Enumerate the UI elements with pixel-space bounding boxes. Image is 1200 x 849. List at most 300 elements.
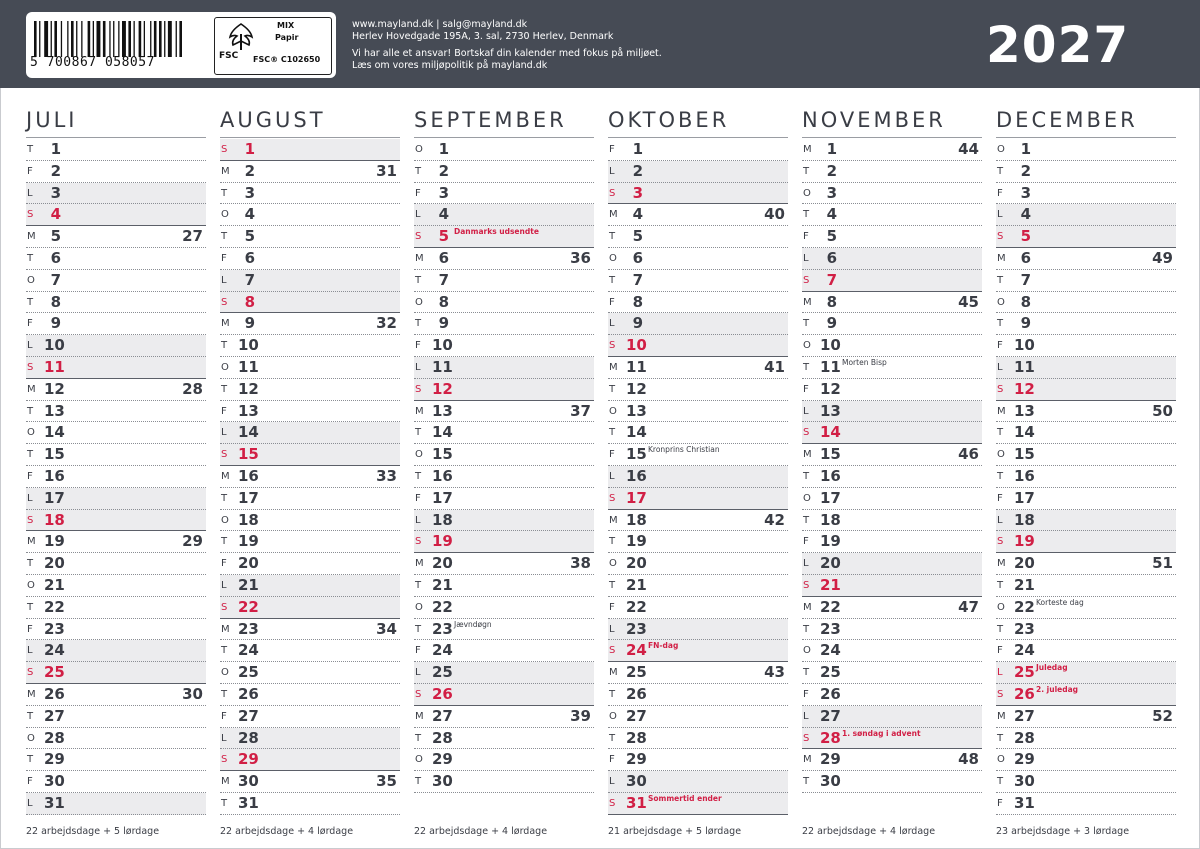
weekday-letter: T — [609, 579, 616, 591]
day-row — [414, 226, 594, 248]
day-row — [414, 640, 594, 662]
day-number: 27 — [626, 706, 647, 725]
day-number: 10 — [1014, 336, 1035, 355]
day-row — [26, 270, 206, 292]
day-number: 8 — [1020, 292, 1031, 311]
header-bar — [0, 0, 1200, 88]
day-number: 21 — [44, 575, 65, 594]
day-row — [802, 161, 982, 183]
day-row — [802, 226, 982, 248]
day-number: 22 — [238, 597, 259, 616]
weekday-letter: M — [997, 558, 1006, 570]
day-row — [802, 510, 982, 532]
day-row — [26, 422, 206, 444]
day-row — [26, 161, 206, 183]
day-number: 24 — [44, 641, 65, 660]
weekday-letter: T — [415, 776, 422, 788]
weekday-letter: L — [415, 361, 421, 373]
weekday-letter: S — [415, 688, 422, 700]
day-row — [220, 139, 400, 161]
day-number: 15 — [44, 445, 65, 464]
weekday-letter: S — [609, 797, 616, 809]
day-number: 24 — [432, 641, 453, 660]
day-row — [414, 161, 594, 183]
day-row — [414, 379, 594, 401]
weekday-letter: O — [415, 601, 423, 613]
weekday-letter: F — [415, 187, 421, 199]
day-number: 28 — [238, 728, 259, 747]
weekday-letter: F — [609, 754, 615, 766]
day-row — [26, 684, 206, 706]
day-number: 14 — [820, 423, 841, 442]
day-note: Sommertid ender — [648, 793, 722, 803]
day-number: 17 — [1014, 488, 1035, 507]
day-number: 21 — [820, 575, 841, 594]
day-list — [996, 139, 1176, 815]
week-number: 46 — [958, 445, 979, 464]
day-row — [802, 379, 982, 401]
weekday-letter: T — [609, 231, 616, 243]
weekday-letter: L — [221, 579, 227, 591]
weekday-letter: T — [221, 797, 228, 809]
month-column — [996, 108, 1176, 812]
day-number: 30 — [1014, 772, 1035, 791]
day-row — [996, 488, 1176, 510]
day-row — [26, 183, 206, 205]
day-row — [26, 793, 206, 815]
day-number: 5 — [1020, 227, 1031, 246]
month-rule — [26, 137, 206, 138]
weekday-letter: S — [221, 449, 228, 461]
weekday-letter: O — [997, 601, 1005, 613]
weekday-letter: T — [221, 187, 228, 199]
weekday-letter: T — [997, 732, 1004, 744]
day-number: 25 — [432, 663, 453, 682]
day-number: 3 — [244, 183, 255, 202]
weekday-letter: S — [997, 231, 1004, 243]
weekday-letter: T — [415, 165, 422, 177]
day-number: 4 — [50, 205, 61, 224]
day-separator — [220, 814, 400, 815]
day-row — [608, 401, 788, 423]
day-number: 26 — [820, 684, 841, 703]
weekday-letter: F — [803, 688, 809, 700]
weekday-letter: L — [609, 470, 615, 482]
day-number: 4 — [438, 205, 449, 224]
weekday-letter: F — [609, 296, 615, 308]
day-row — [996, 640, 1176, 662]
weekday-letter: S — [27, 361, 34, 373]
day-number: 6 — [826, 248, 837, 267]
day-row — [802, 684, 982, 706]
day-number: 22 — [432, 597, 453, 616]
weekday-letter: O — [27, 732, 35, 744]
fsc-code: FSC® C102650 — [253, 55, 321, 64]
day-number: 10 — [44, 336, 65, 355]
day-number: 2 — [632, 161, 643, 180]
day-number: 5 — [438, 227, 449, 246]
weekday-letter: F — [415, 492, 421, 504]
weekday-letter: T — [221, 536, 228, 548]
day-number: 8 — [826, 292, 837, 311]
weekday-letter: T — [803, 165, 810, 177]
day-number: 23 — [820, 619, 841, 638]
weekday-letter: T — [415, 623, 422, 635]
weekday-letter: M — [221, 318, 230, 330]
weekday-letter: F — [221, 252, 227, 264]
day-row — [220, 270, 400, 292]
weekday-letter: M — [221, 623, 230, 635]
weekday-letter: L — [609, 623, 615, 635]
day-number: 31 — [238, 793, 259, 812]
week-number: 50 — [1152, 401, 1173, 420]
day-number: 8 — [50, 292, 61, 311]
weekday-letter: T — [803, 776, 810, 788]
weekday-letter: L — [803, 252, 809, 264]
day-number: 7 — [1020, 270, 1031, 289]
day-note: FN-dag — [648, 641, 679, 651]
weekday-letter: M — [803, 296, 812, 308]
weekday-letter: S — [609, 187, 616, 199]
day-number: 10 — [820, 336, 841, 355]
weekday-letter: T — [803, 209, 810, 221]
day-row — [220, 313, 400, 335]
day-row — [996, 161, 1176, 183]
day-row — [220, 662, 400, 684]
day-number: 15 — [626, 445, 647, 464]
day-number: 10 — [238, 336, 259, 355]
weekday-letter: F — [27, 623, 33, 635]
month-column — [414, 108, 594, 791]
day-row — [220, 466, 400, 488]
day-row — [26, 248, 206, 270]
weekday-letter: S — [997, 536, 1004, 548]
weekday-letter: S — [415, 231, 422, 243]
weekday-letter: F — [415, 340, 421, 352]
day-number: 15 — [432, 445, 453, 464]
day-row — [414, 270, 594, 292]
week-number: 52 — [1152, 706, 1173, 725]
day-row — [802, 553, 982, 575]
fsc-mix: MIX — [277, 21, 295, 30]
month-footer: 22 arbejdsdage + 5 lørdage — [26, 826, 160, 837]
day-row — [802, 313, 982, 335]
day-number: 11 — [432, 357, 453, 376]
day-number: 9 — [50, 314, 61, 333]
day-row — [608, 292, 788, 314]
month-title: DECEMBER — [996, 108, 1138, 132]
day-row — [220, 379, 400, 401]
day-row — [220, 531, 400, 553]
month-column — [220, 108, 400, 812]
day-number: 15 — [1014, 445, 1035, 464]
day-number: 16 — [626, 466, 647, 485]
weekday-letter: L — [415, 209, 421, 221]
weekday-letter: L — [27, 340, 33, 352]
day-row — [414, 313, 594, 335]
day-row — [608, 379, 788, 401]
day-number: 16 — [1014, 466, 1035, 485]
weekday-letter: T — [415, 427, 422, 439]
weekday-letter: L — [221, 427, 227, 439]
day-number: 26 — [44, 684, 65, 703]
weekday-letter: F — [221, 405, 227, 417]
weekday-letter: F — [997, 492, 1003, 504]
weekday-letter: F — [997, 187, 1003, 199]
weekday-letter: O — [27, 427, 35, 439]
weekday-letter: O — [27, 274, 35, 286]
day-number: 12 — [1014, 379, 1035, 398]
day-number: 30 — [44, 772, 65, 791]
day-number: 27 — [820, 706, 841, 725]
weekday-letter: F — [221, 710, 227, 722]
day-row — [802, 706, 982, 728]
weekday-letter: T — [997, 623, 1004, 635]
day-number: 13 — [44, 401, 65, 420]
day-number: 27 — [238, 706, 259, 725]
day-number: 8 — [632, 292, 643, 311]
day-number: 14 — [626, 423, 647, 442]
weekday-letter: T — [609, 536, 616, 548]
day-number: 14 — [238, 423, 259, 442]
day-number: 9 — [1020, 314, 1031, 333]
weekday-letter: F — [997, 645, 1003, 657]
week-number: 27 — [182, 227, 203, 246]
day-row — [26, 379, 206, 401]
weekday-letter: T — [609, 688, 616, 700]
weekday-letter: O — [415, 754, 423, 766]
weekday-letter: S — [803, 579, 810, 591]
day-number: 29 — [238, 750, 259, 769]
day-number: 26 — [626, 684, 647, 703]
product-label — [26, 12, 336, 78]
day-number: 12 — [238, 379, 259, 398]
weekday-letter: T — [997, 165, 1004, 177]
day-number: 18 — [1014, 510, 1035, 529]
day-number: 1 — [1020, 140, 1031, 158]
weekday-letter: T — [27, 601, 34, 613]
weekday-letter: O — [221, 667, 229, 679]
day-row — [608, 597, 788, 619]
day-row — [414, 139, 594, 161]
day-row — [26, 749, 206, 771]
day-row — [608, 226, 788, 248]
weekday-letter: T — [27, 710, 34, 722]
day-row — [608, 706, 788, 728]
day-number: 28 — [1014, 728, 1035, 747]
day-row — [414, 204, 594, 226]
day-row — [220, 226, 400, 248]
day-number: 8 — [244, 292, 255, 311]
day-row — [414, 183, 594, 205]
weekday-letter: F — [609, 449, 615, 461]
day-list — [26, 139, 206, 815]
weekday-letter: S — [415, 383, 422, 395]
weekday-letter: F — [27, 776, 33, 788]
day-row — [802, 488, 982, 510]
fsc-papir: Papir — [275, 33, 299, 42]
weekday-letter: O — [609, 405, 617, 417]
day-row — [414, 444, 594, 466]
weekday-letter: M — [803, 449, 812, 461]
weekday-letter: O — [415, 144, 423, 155]
day-row — [220, 248, 400, 270]
weekday-letter: F — [803, 536, 809, 548]
weekday-letter: T — [221, 340, 228, 352]
day-row — [220, 793, 400, 815]
day-row — [608, 422, 788, 444]
day-row — [220, 183, 400, 205]
day-row — [996, 575, 1176, 597]
day-row — [220, 749, 400, 771]
month-rule — [414, 137, 594, 138]
day-row — [26, 553, 206, 575]
day-row — [802, 466, 982, 488]
day-number: 24 — [1014, 641, 1035, 660]
weekday-letter: O — [415, 296, 423, 308]
weekday-letter: L — [415, 514, 421, 526]
day-row — [996, 553, 1176, 575]
day-number: 25 — [626, 663, 647, 682]
day-number: 6 — [438, 248, 449, 267]
day-row — [608, 248, 788, 270]
month-footer: 22 arbejdsdage + 4 lørdage — [802, 826, 936, 837]
day-number: 20 — [626, 554, 647, 573]
day-number: 13 — [1014, 401, 1035, 420]
day-number: 18 — [626, 510, 647, 529]
day-row — [608, 357, 788, 379]
month-title: SEPTEMBER — [414, 108, 567, 132]
day-number: 13 — [626, 401, 647, 420]
weekday-letter: O — [609, 252, 617, 264]
day-note: Juledag — [1036, 663, 1068, 673]
day-row — [608, 728, 788, 750]
day-number: 1 — [632, 140, 643, 158]
day-row — [802, 575, 982, 597]
month-column — [608, 108, 788, 812]
day-number: 11 — [626, 357, 647, 376]
day-number: 7 — [826, 270, 837, 289]
day-row — [608, 183, 788, 205]
day-row — [26, 706, 206, 728]
day-number: 17 — [820, 488, 841, 507]
day-note: Danmarks udsendte — [454, 227, 539, 237]
day-row — [802, 401, 982, 423]
day-number: 6 — [244, 248, 255, 267]
day-number: 13 — [432, 401, 453, 420]
day-row — [26, 597, 206, 619]
weekday-letter: L — [415, 667, 421, 679]
day-number: 26 — [1014, 684, 1035, 703]
week-number: 49 — [1152, 248, 1173, 267]
weekday-letter: S — [27, 514, 34, 526]
month-column — [802, 108, 982, 791]
day-row — [802, 183, 982, 205]
weekday-letter: O — [803, 187, 811, 199]
day-number: 24 — [820, 641, 841, 660]
day-number: 22 — [820, 597, 841, 616]
month-title: JULI — [26, 108, 78, 132]
weekday-letter: L — [609, 165, 615, 177]
weekday-letter: L — [27, 492, 33, 504]
day-number: 11 — [820, 357, 841, 376]
weekday-letter: O — [609, 710, 617, 722]
day-number: 4 — [826, 205, 837, 224]
day-number: 23 — [44, 619, 65, 638]
day-row — [26, 335, 206, 357]
day-row — [608, 531, 788, 553]
address-line: Herlev Hovedgade 195A, 3. sal, 2730 Herlev, Denmark — [352, 31, 614, 42]
day-row — [414, 706, 594, 728]
day-row — [220, 684, 400, 706]
day-number: 29 — [44, 750, 65, 769]
day-number: 19 — [820, 532, 841, 551]
day-number: 25 — [820, 663, 841, 682]
day-row — [26, 510, 206, 532]
year-title: 2027 — [986, 16, 1130, 74]
weekday-letter: T — [803, 623, 810, 635]
day-row — [608, 575, 788, 597]
day-row — [608, 444, 788, 466]
day-row — [996, 292, 1176, 314]
day-row — [220, 640, 400, 662]
weekday-letter: T — [415, 470, 422, 482]
day-number: 27 — [44, 706, 65, 725]
day-number: 20 — [1014, 554, 1035, 573]
day-row — [802, 204, 982, 226]
day-row — [26, 313, 206, 335]
day-number: 20 — [432, 554, 453, 573]
day-row — [996, 357, 1176, 379]
weekday-letter: O — [803, 492, 811, 504]
weekday-letter: S — [609, 492, 616, 504]
day-row — [608, 640, 788, 662]
day-number: 6 — [1020, 248, 1031, 267]
fsc-word: FSC — [219, 51, 239, 61]
weekday-letter: M — [221, 776, 230, 788]
day-note: 1. søndag i advent — [842, 728, 921, 738]
day-row — [802, 749, 982, 771]
weekday-letter: T — [609, 383, 616, 395]
day-number: 25 — [1014, 663, 1035, 682]
day-separator — [414, 792, 594, 793]
weekday-letter: L — [997, 514, 1003, 526]
weekday-letter: M — [609, 514, 618, 526]
day-row — [220, 575, 400, 597]
day-number: 18 — [820, 510, 841, 529]
week-number: 32 — [376, 314, 397, 333]
day-row — [608, 684, 788, 706]
weekday-letter: L — [803, 405, 809, 417]
day-row — [996, 248, 1176, 270]
weekday-letter: L — [997, 667, 1003, 679]
day-row — [220, 597, 400, 619]
week-number: 36 — [570, 248, 591, 267]
day-row — [220, 706, 400, 728]
day-number: 23 — [626, 619, 647, 638]
day-row — [220, 553, 400, 575]
day-number: 1 — [438, 140, 449, 158]
weekday-letter: L — [27, 187, 33, 199]
month-rule — [608, 137, 788, 138]
weekday-letter: T — [27, 296, 34, 308]
day-row — [414, 531, 594, 553]
weekday-letter: M — [609, 361, 618, 373]
week-number: 34 — [376, 619, 397, 638]
weekday-letter: S — [803, 274, 810, 286]
day-number: 31 — [44, 793, 65, 812]
day-row — [414, 575, 594, 597]
